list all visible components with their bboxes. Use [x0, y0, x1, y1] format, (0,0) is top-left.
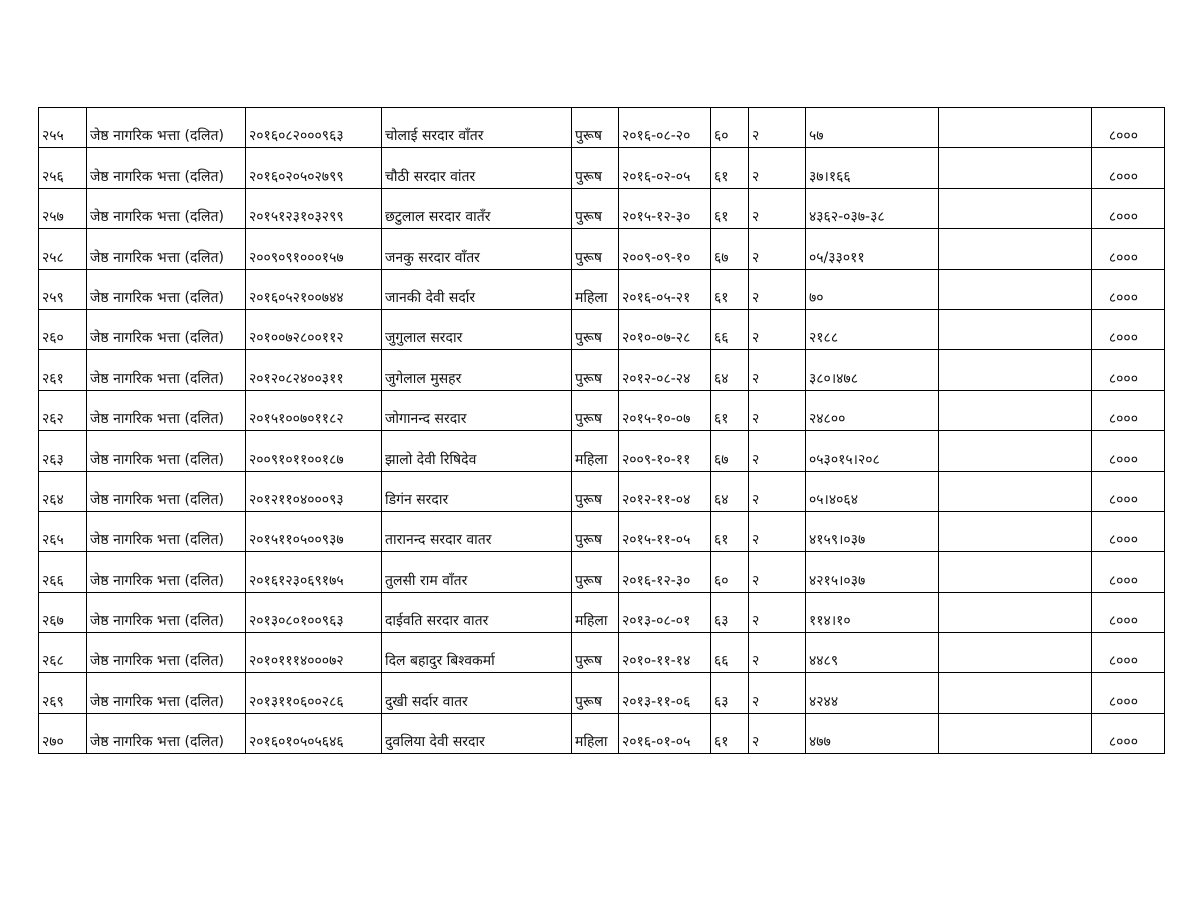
beneficiary-id-cell: २०१६०५२१००७४४ — [246, 269, 382, 309]
birth-date-cell: २०१२-०८-२४ — [619, 350, 711, 390]
birth-date-cell: २०१५-११-०५ — [619, 511, 711, 551]
name-cell: जुगुलाल सरदार — [382, 309, 572, 349]
amount-cell: ८००० — [1092, 108, 1165, 148]
serial-number-cell: २५७ — [39, 188, 87, 228]
table-row — [39, 431, 1165, 471]
name-cell: दुवलिया देवी सरदार — [382, 713, 572, 753]
beneficiary-id-cell: २००९१०११००१८७ — [246, 431, 382, 471]
birth-date-cell: २०१२-११-०४ — [619, 471, 711, 511]
scheme-cell: जेष्ठ नागरिक भत्ता (दलित) — [87, 713, 246, 753]
age-cell: ६७ — [711, 229, 749, 269]
birth-date-cell: २०१३-०८-०१ — [619, 592, 711, 632]
scheme-cell: जेष्ठ नागरिक भत्ता (दलित) — [87, 188, 246, 228]
table-body — [39, 108, 1165, 754]
remarks-cell — [939, 552, 1092, 592]
citizenship-number-cell: ४२४४ — [806, 673, 939, 713]
beneficiary-id-cell: २०१६०८२०००९६३ — [246, 108, 382, 148]
beneficiary-id-cell: २०१६०२०५०२७९९ — [246, 148, 382, 188]
remarks-cell — [939, 713, 1092, 753]
table-row — [39, 350, 1165, 390]
serial-number-cell: २६९ — [39, 673, 87, 713]
serial-number-cell: २६८ — [39, 633, 87, 673]
beneficiary-id-cell: २०१२११०४०००९३ — [246, 471, 382, 511]
ward-cell: २ — [749, 229, 806, 269]
age-cell: ६६ — [711, 633, 749, 673]
table-row — [39, 511, 1165, 551]
amount-cell: ८००० — [1092, 269, 1165, 309]
beneficiary-id-cell: २०१३११०६००२८६ — [246, 673, 382, 713]
gender-cell: पुरूष — [572, 229, 619, 269]
citizenship-number-cell: ३७।१६६ — [806, 148, 939, 188]
amount-cell: ८००० — [1092, 713, 1165, 753]
remarks-cell — [939, 188, 1092, 228]
scheme-cell: जेष्ठ नागरिक भत्ता (दलित) — [87, 390, 246, 430]
gender-cell: पुरूष — [572, 188, 619, 228]
remarks-cell — [939, 633, 1092, 673]
name-cell: छटुलाल सरदार वातँर — [382, 188, 572, 228]
age-cell: ६३ — [711, 673, 749, 713]
ward-cell: २ — [749, 552, 806, 592]
beneficiary-id-cell: २०१५१२३१०३२९९ — [246, 188, 382, 228]
name-cell: जानकी देवी सर्दार — [382, 269, 572, 309]
beneficiary-id-cell: २०१२०८२४००३११ — [246, 350, 382, 390]
citizenship-number-cell: ११४।१० — [806, 592, 939, 632]
beneficiary-id-cell: २०१००७२८००११२ — [246, 309, 382, 349]
amount-cell: ८००० — [1092, 471, 1165, 511]
citizenship-number-cell: ०५/३३०११ — [806, 229, 939, 269]
age-cell: ६१ — [711, 511, 749, 551]
beneficiary-id-cell: २०१३०८०१००९६३ — [246, 592, 382, 632]
remarks-cell — [939, 309, 1092, 349]
serial-number-cell: २६१ — [39, 350, 87, 390]
serial-number-cell: २६४ — [39, 471, 87, 511]
age-cell: ६१ — [711, 269, 749, 309]
citizenship-number-cell: २१८८ — [806, 309, 939, 349]
amount-cell: ८००० — [1092, 511, 1165, 551]
scheme-cell: जेष्ठ नागरिक भत्ता (दलित) — [87, 148, 246, 188]
amount-cell: ८००० — [1092, 229, 1165, 269]
ward-cell: २ — [749, 269, 806, 309]
remarks-cell — [939, 511, 1092, 551]
citizenship-number-cell: ०५३०१५।२०८ — [806, 431, 939, 471]
beneficiary-id-cell: २०१०१११४०००७२ — [246, 633, 382, 673]
amount-cell: ८००० — [1092, 633, 1165, 673]
beneficiary-table — [38, 107, 1165, 754]
birth-date-cell: २०१०-०७-२८ — [619, 309, 711, 349]
name-cell: चोलाई सरदार वाँतर — [382, 108, 572, 148]
name-cell: चौठी सरदार वांतर — [382, 148, 572, 188]
name-cell: झालो देवी रिषिदेव — [382, 431, 572, 471]
table-row — [39, 390, 1165, 430]
amount-cell: ८००० — [1092, 592, 1165, 632]
remarks-cell — [939, 673, 1092, 713]
remarks-cell — [939, 108, 1092, 148]
remarks-cell — [939, 431, 1092, 471]
scheme-cell: जेष्ठ नागरिक भत्ता (दलित) — [87, 431, 246, 471]
ward-cell: २ — [749, 471, 806, 511]
birth-date-cell: २०१०-११-१४ — [619, 633, 711, 673]
gender-cell: पुरूष — [572, 350, 619, 390]
table-row — [39, 592, 1165, 632]
birth-date-cell: २०१५-१२-३० — [619, 188, 711, 228]
ward-cell: २ — [749, 309, 806, 349]
age-cell: ६१ — [711, 148, 749, 188]
age-cell: ६४ — [711, 471, 749, 511]
birth-date-cell: २०१६-०५-२१ — [619, 269, 711, 309]
scheme-cell: जेष्ठ नागरिक भत्ता (दलित) — [87, 269, 246, 309]
ward-cell: २ — [749, 188, 806, 228]
remarks-cell — [939, 350, 1092, 390]
ward-cell: २ — [749, 673, 806, 713]
name-cell: जुगेलाल मुसहर — [382, 350, 572, 390]
ward-cell: २ — [749, 390, 806, 430]
serial-number-cell: २६७ — [39, 592, 87, 632]
amount-cell: ८००० — [1092, 309, 1165, 349]
gender-cell: महिला — [572, 713, 619, 753]
age-cell: ६६ — [711, 309, 749, 349]
birth-date-cell: २०१३-११-०६ — [619, 673, 711, 713]
citizenship-number-cell: ४७७ — [806, 713, 939, 753]
serial-number-cell: २६६ — [39, 552, 87, 592]
scheme-cell: जेष्ठ नागरिक भत्ता (दलित) — [87, 673, 246, 713]
citizenship-number-cell: ४४८९ — [806, 633, 939, 673]
serial-number-cell: २६३ — [39, 431, 87, 471]
birth-date-cell: २००९-१०-११ — [619, 431, 711, 471]
table-row — [39, 552, 1165, 592]
scheme-cell: जेष्ठ नागरिक भत्ता (दलित) — [87, 471, 246, 511]
gender-cell: महिला — [572, 592, 619, 632]
age-cell: ६० — [711, 108, 749, 148]
birth-date-cell: २०१६-०८-२० — [619, 108, 711, 148]
scheme-cell: जेष्ठ नागरिक भत्ता (दलित) — [87, 108, 246, 148]
age-cell: ६७ — [711, 431, 749, 471]
table-row — [39, 229, 1165, 269]
table-row — [39, 633, 1165, 673]
name-cell: तुलसी राम वाँतर — [382, 552, 572, 592]
birth-date-cell: २०१६-०२-०५ — [619, 148, 711, 188]
beneficiary-id-cell: २०१५१००७०११८२ — [246, 390, 382, 430]
scheme-cell: जेष्ठ नागरिक भत्ता (दलित) — [87, 552, 246, 592]
amount-cell: ८००० — [1092, 673, 1165, 713]
table-row — [39, 673, 1165, 713]
beneficiary-id-cell: २०१५११०५००९३७ — [246, 511, 382, 551]
beneficiary-id-cell: २०१६१२३०६९१७५ — [246, 552, 382, 592]
citizenship-number-cell: ७० — [806, 269, 939, 309]
table-row — [39, 108, 1165, 148]
serial-number-cell: २५६ — [39, 148, 87, 188]
age-cell: ६१ — [711, 188, 749, 228]
table-row — [39, 713, 1165, 753]
scheme-cell: जेष्ठ नागरिक भत्ता (दलित) — [87, 511, 246, 551]
amount-cell: ८००० — [1092, 390, 1165, 430]
scheme-cell: जेष्ठ नागरिक भत्ता (दलित) — [87, 309, 246, 349]
name-cell: तारानन्द सरदार वातर — [382, 511, 572, 551]
gender-cell: पुरूष — [572, 552, 619, 592]
ward-cell: २ — [749, 633, 806, 673]
gender-cell: पुरूष — [572, 309, 619, 349]
remarks-cell — [939, 471, 1092, 511]
name-cell: दिल बहादुर बिश्वकर्मा — [382, 633, 572, 673]
table-row — [39, 309, 1165, 349]
birth-date-cell: २०१६-१२-३० — [619, 552, 711, 592]
remarks-cell — [939, 269, 1092, 309]
serial-number-cell: २६० — [39, 309, 87, 349]
ward-cell: २ — [749, 350, 806, 390]
amount-cell: ८००० — [1092, 350, 1165, 390]
amount-cell: ८००० — [1092, 148, 1165, 188]
birth-date-cell: २००९-०९-१० — [619, 229, 711, 269]
gender-cell: महिला — [572, 431, 619, 471]
citizenship-number-cell: ५७ — [806, 108, 939, 148]
citizenship-number-cell: ३८०।४७८ — [806, 350, 939, 390]
citizenship-number-cell: ०५।४०६४ — [806, 471, 939, 511]
gender-cell: महिला — [572, 269, 619, 309]
serial-number-cell: २५८ — [39, 229, 87, 269]
ward-cell: २ — [749, 511, 806, 551]
remarks-cell — [939, 592, 1092, 632]
citizenship-number-cell: २४८०० — [806, 390, 939, 430]
name-cell: डिगंन सरदार — [382, 471, 572, 511]
citizenship-number-cell: ४१५९।०३७ — [806, 511, 939, 551]
table-row — [39, 148, 1165, 188]
serial-number-cell: २५९ — [39, 269, 87, 309]
scheme-cell: जेष्ठ नागरिक भत्ता (दलित) — [87, 633, 246, 673]
gender-cell: पुरूष — [572, 108, 619, 148]
gender-cell: पुरूष — [572, 511, 619, 551]
name-cell: जनकु सरदार वाँतर — [382, 229, 572, 269]
table-row — [39, 269, 1165, 309]
remarks-cell — [939, 390, 1092, 430]
serial-number-cell: २६२ — [39, 390, 87, 430]
ward-cell: २ — [749, 108, 806, 148]
amount-cell: ८००० — [1092, 188, 1165, 228]
gender-cell: पुरूष — [572, 633, 619, 673]
birth-date-cell: २०१५-१०-०७ — [619, 390, 711, 430]
serial-number-cell: २७० — [39, 713, 87, 753]
ward-cell: २ — [749, 148, 806, 188]
table-row — [39, 471, 1165, 511]
amount-cell: ८००० — [1092, 552, 1165, 592]
name-cell: दुखी सर्दार वातर — [382, 673, 572, 713]
name-cell: जोगानन्द सरदार — [382, 390, 572, 430]
citizenship-number-cell: ४२१५।०३७ — [806, 552, 939, 592]
age-cell: ६१ — [711, 390, 749, 430]
age-cell: ६० — [711, 552, 749, 592]
table-row — [39, 188, 1165, 228]
remarks-cell — [939, 148, 1092, 188]
ward-cell: २ — [749, 431, 806, 471]
gender-cell: पुरूष — [572, 673, 619, 713]
amount-cell: ८००० — [1092, 431, 1165, 471]
age-cell: ६३ — [711, 592, 749, 632]
gender-cell: पुरूष — [572, 390, 619, 430]
serial-number-cell: २५५ — [39, 108, 87, 148]
scheme-cell: जेष्ठ नागरिक भत्ता (दलित) — [87, 350, 246, 390]
age-cell: ६१ — [711, 713, 749, 753]
birth-date-cell: २०१६-०१-०५ — [619, 713, 711, 753]
name-cell: दाईवति सरदार वातर — [382, 592, 572, 632]
scheme-cell: जेष्ठ नागरिक भत्ता (दलित) — [87, 592, 246, 632]
age-cell: ६४ — [711, 350, 749, 390]
remarks-cell — [939, 229, 1092, 269]
serial-number-cell: २६५ — [39, 511, 87, 551]
beneficiary-id-cell: २००९०९१०००१५७ — [246, 229, 382, 269]
scheme-cell: जेष्ठ नागरिक भत्ता (दलित) — [87, 229, 246, 269]
citizenship-number-cell: ४३६२-०३७-३८ — [806, 188, 939, 228]
beneficiary-id-cell: २०१६०१०५०५६४६ — [246, 713, 382, 753]
gender-cell: पुरूष — [572, 471, 619, 511]
ward-cell: २ — [749, 713, 806, 753]
gender-cell: पुरूष — [572, 148, 619, 188]
ward-cell: २ — [749, 592, 806, 632]
